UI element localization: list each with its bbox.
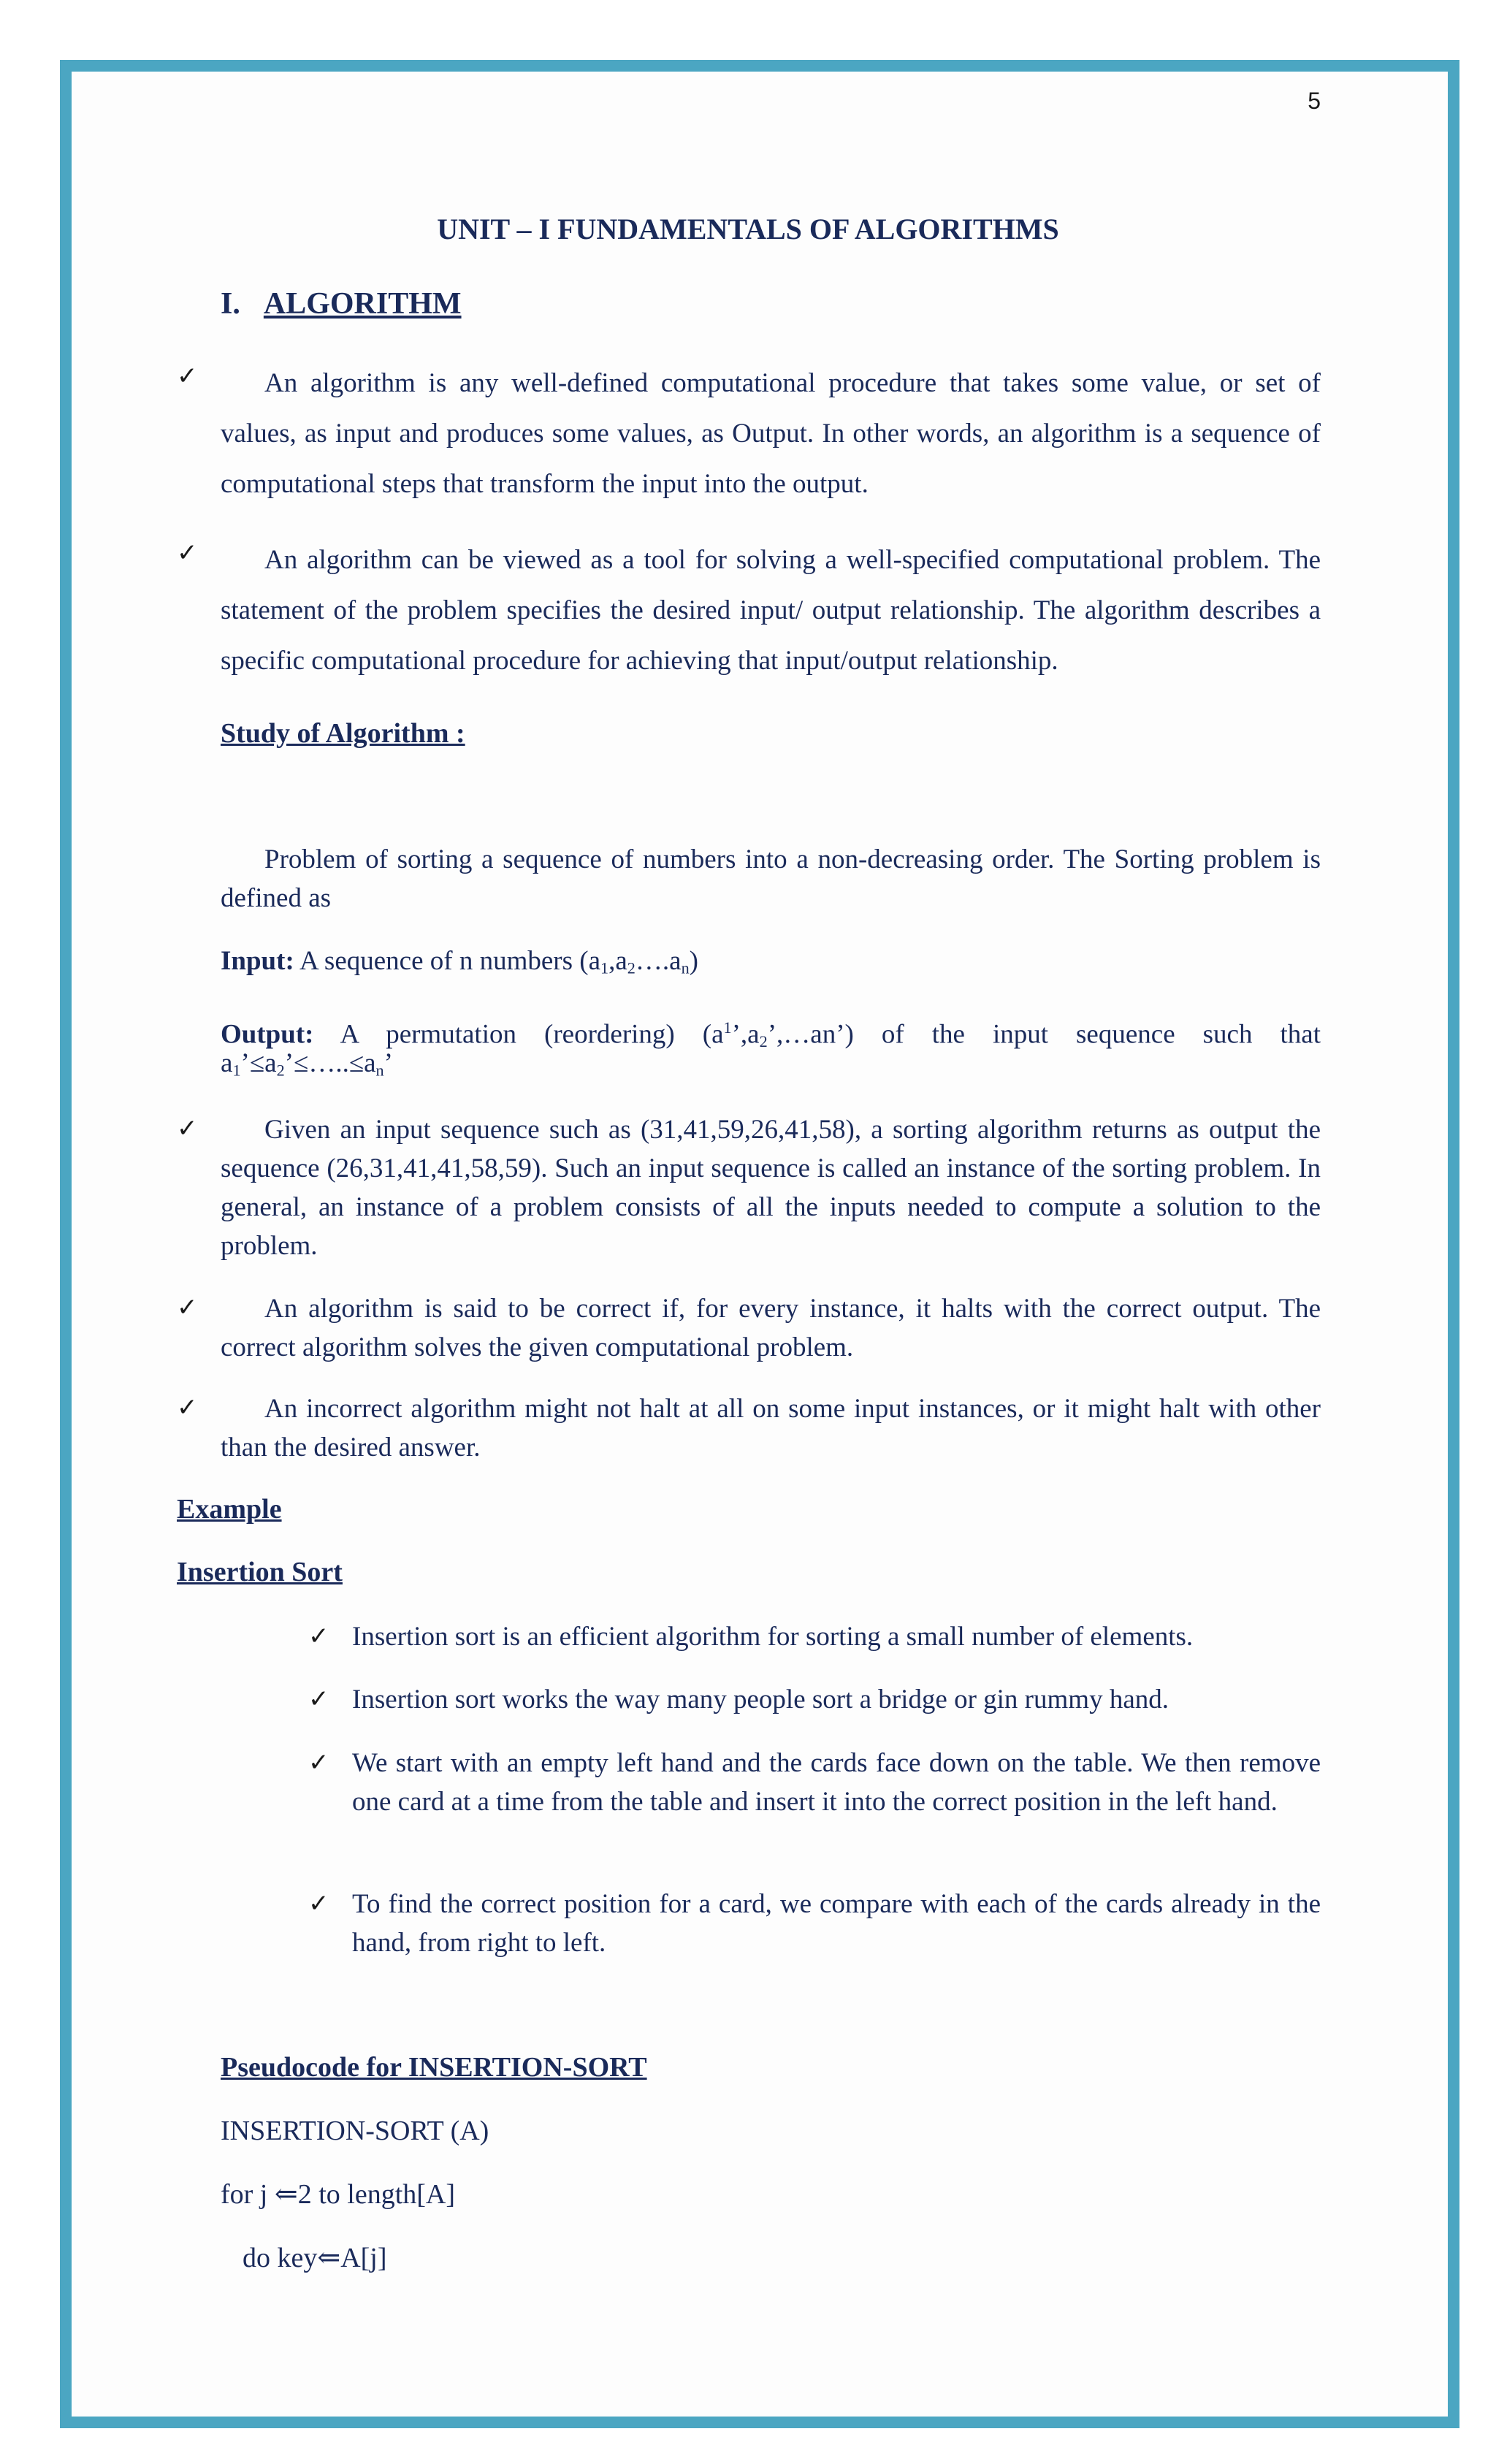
- output-sub: 2: [759, 1031, 768, 1050]
- input-sub: 2: [627, 958, 636, 977]
- insertion-bullet: Insertion sort is an efficient algorithm for sorting a small number of elements.: [352, 1622, 1194, 1652]
- section-number: I.: [221, 287, 240, 321]
- input-definition: [221, 945, 1321, 978]
- output-text: A permutation (reordering) (a: [340, 1019, 724, 1050]
- sorting-problem-paragraph: [221, 840, 1321, 918]
- input-label: Input:: [221, 946, 294, 976]
- bullet-text: An algorithm is said to be correct if, for every instance, it halts with the correct output. The correct algorithm solves the given computational problem.: [221, 1294, 1321, 1362]
- output-sub: 1: [232, 1061, 241, 1080]
- bullet-text: An incorrect algorithm might not halt at all on some input instances, or it might halt with other than the desired answer.: [221, 1394, 1321, 1462]
- check-icon: ✓: [177, 362, 198, 391]
- section-heading: [221, 286, 462, 321]
- output-text: ’≤a: [240, 1048, 277, 1078]
- output-sup: 1: [723, 1018, 732, 1037]
- example-heading: Example: [177, 1494, 282, 1525]
- input-text: ,a: [608, 946, 627, 976]
- output-text: ’,…an’) of the input sequence such that: [767, 1019, 1321, 1050]
- output-definition-line2: [221, 1048, 1321, 1080]
- check-icon: ✓: [177, 1114, 198, 1143]
- output-sub: n: [375, 1061, 384, 1080]
- input-sub: n: [681, 958, 690, 977]
- insertion-sort-heading: Insertion Sort: [177, 1557, 343, 1587]
- check-icon: ✓: [308, 1889, 329, 1918]
- check-icon: ✓: [177, 1293, 198, 1322]
- insertion-bullet: To find the correct position for a card, we compare with each of the cards already in the hand, from right to left.: [352, 1889, 1321, 1958]
- bullet-paragraph: [221, 358, 1321, 509]
- bullet-text: An algorithm can be viewed as a tool for solving a well-specified computational problem. The statement of the problem specifies the desired input/ output relationship. The algorithm describes a specific computational procedure for achieving that input/output relationship.: [221, 545, 1321, 676]
- check-icon: ✓: [308, 1622, 329, 1651]
- check-icon: ✓: [177, 538, 198, 568]
- unit-title: UNIT – I FUNDAMENTALS OF ALGORITHMS: [437, 213, 1059, 245]
- bullet-paragraph: [221, 535, 1321, 686]
- bullet-text: Given an input sequence such as (31,41,59,26,41,58), a sorting algorithm returns as output the sequence (26,31,41,41,58,59). Such an input sequence is called an instance of the sorting problem. In general, an instance of a problem consists of all the inputs needed to compute a solution to the problem.: [221, 1115, 1321, 1261]
- output-text: ’≤…..≤a: [284, 1048, 376, 1078]
- output-label: Output:: [221, 1019, 314, 1050]
- input-text: ….a: [635, 946, 682, 976]
- bullet-paragraph: [221, 1289, 1321, 1367]
- input-sub: 1: [600, 958, 609, 977]
- output-sub: 2: [276, 1061, 285, 1080]
- insertion-bullet: Insertion sort works the way many people sort a bridge or gin rummy hand.: [352, 1685, 1169, 1714]
- bullet-text: An algorithm is any well-defined computational procedure that takes some value, or set of values, as input and produces some values, as Output. In other words, an algorithm is a sequence of computational steps that transform the input into the output.: [221, 368, 1321, 499]
- page-number: 5: [1308, 88, 1321, 114]
- bullet-paragraph: [221, 1389, 1321, 1467]
- sorting-problem-text: Problem of sorting a sequence of numbers into a non-decreasing order. The Sorting problem is defined as: [221, 844, 1321, 913]
- check-icon: ✓: [308, 1685, 329, 1714]
- code-line: do key⇐A[j]: [243, 2243, 387, 2273]
- check-icon: ✓: [308, 1748, 329, 1777]
- code-line: INSERTION-SORT (A): [221, 2116, 489, 2146]
- output-text: a: [221, 1048, 233, 1078]
- check-icon: ✓: [177, 1393, 198, 1422]
- section-title: ALGORITHM: [263, 287, 462, 321]
- bullet-paragraph: [221, 1110, 1321, 1265]
- output-text: ’: [383, 1048, 393, 1078]
- insertion-bullet: We start with an empty left hand and the cards face down on the table. We then remove one card at a time from the table and insert it into the correct position in the left hand.: [352, 1748, 1321, 1817]
- pseudocode-heading: Pseudocode for INSERTION-SORT: [221, 2052, 647, 2083]
- code-line: for j ⇐2 to length[A]: [221, 2179, 455, 2210]
- output-text: ’,a: [731, 1019, 760, 1050]
- input-text: ): [689, 946, 698, 976]
- input-text: A sequence of n numbers (a: [299, 946, 601, 976]
- study-heading: Study of Algorithm :: [221, 718, 465, 749]
